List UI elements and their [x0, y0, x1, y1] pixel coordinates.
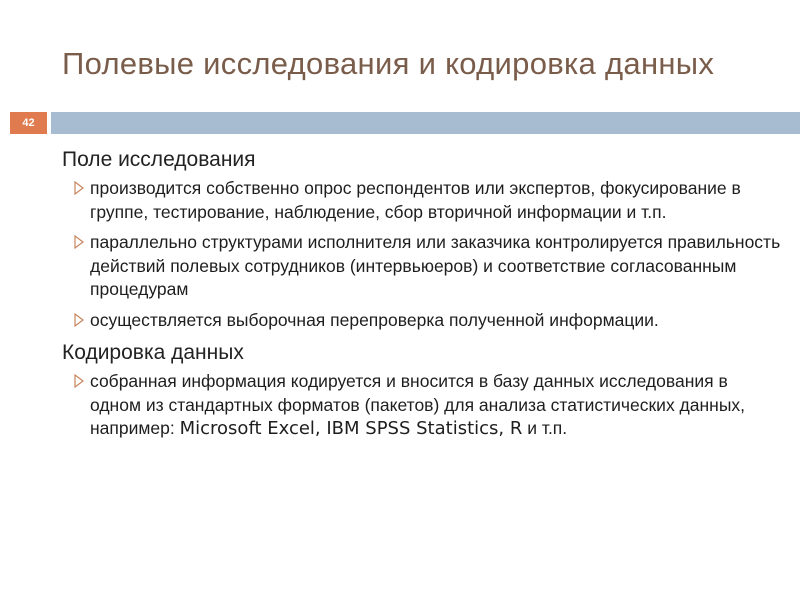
header-bar — [0, 112, 800, 136]
hollow-triangle-bullet-icon — [74, 374, 84, 388]
bullet-text: параллельно структурами исполнителя или заказчика контролируется правильность действий полевых сотрудников (интервьюеров) и соответствие согласованным процедурам — [90, 232, 781, 299]
software-list: Microsoft Excel, IBM SPSS Statistics, R — [179, 418, 523, 439]
bullet-text-end: и т.п. — [522, 418, 568, 438]
slide-content — [62, 146, 782, 448]
slide-title: Полевые исследования и кодировка данных — [62, 46, 715, 81]
decorative-bar — [51, 112, 800, 134]
bullet-text: собранная информация кодируется и вносится в базу данных исследования в одном из стандартных форматов (пакетов) для анализа статистических данных, например: — [90, 371, 746, 438]
slide-number: 42 — [10, 112, 47, 134]
list-item — [62, 177, 782, 224]
bullet-text: производится собственно опрос респондентов или экспертов, фокусирование в группе, тестирование, наблюдение, сбор вторичной информации и т.п. — [90, 178, 741, 222]
bullet-list-data-coding — [62, 370, 782, 441]
list-item — [62, 309, 782, 333]
bullet-text: осуществляется выборочная перепроверка полученной информации. — [90, 309, 659, 330]
hollow-triangle-bullet-icon — [74, 313, 84, 327]
hollow-triangle-bullet-icon — [74, 235, 84, 249]
section-heading-data-coding: Кодировка данных — [62, 341, 244, 364]
list-item — [62, 231, 782, 302]
section-heading-field-research: Поле исследования — [62, 148, 256, 171]
list-item — [62, 370, 782, 441]
hollow-triangle-bullet-icon — [74, 181, 84, 195]
bullet-list-field-research — [62, 177, 782, 332]
